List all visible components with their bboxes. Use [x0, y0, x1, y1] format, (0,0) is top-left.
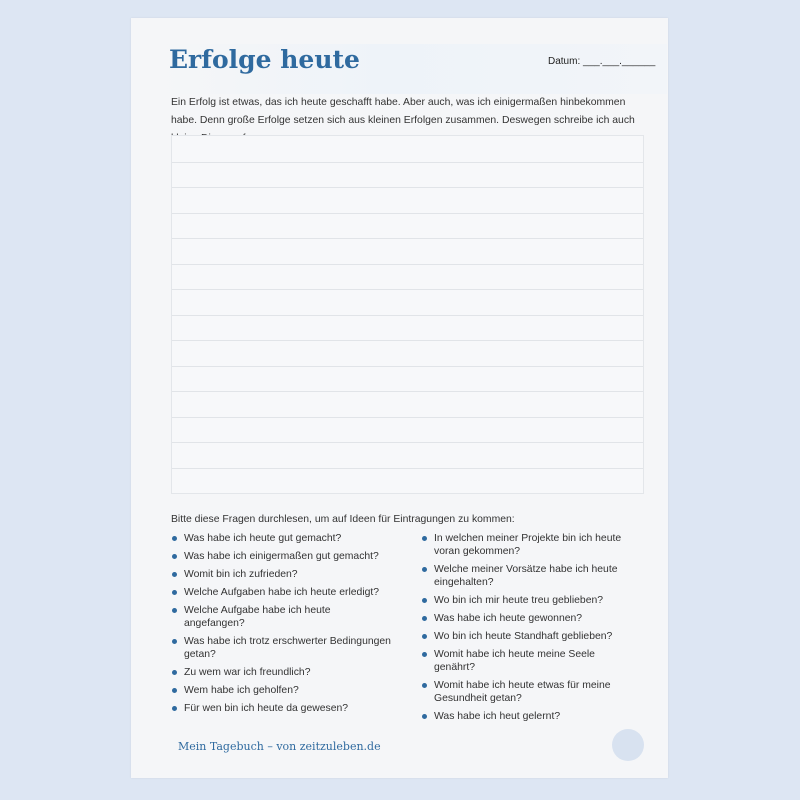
question-text: Wem habe ich geholfen? — [184, 685, 299, 696]
decorative-circle — [612, 729, 644, 761]
writing-line — [172, 442, 643, 443]
writing-line — [172, 162, 643, 163]
question-text: Welche Aufgaben habe ich heute erledigt? — [184, 587, 380, 598]
question-item — [171, 586, 393, 599]
question-item — [421, 563, 636, 589]
question-text: Womit bin ich zufrieden? — [184, 569, 298, 580]
question-item — [421, 612, 636, 625]
bullet-icon — [172, 536, 177, 541]
question-item — [171, 702, 393, 715]
page-title: Erfolge heute — [169, 45, 360, 74]
worksheet-page — [131, 18, 668, 778]
question-item — [421, 710, 636, 723]
question-item — [171, 568, 393, 581]
writing-line — [172, 468, 643, 469]
bullet-icon — [422, 567, 427, 572]
questions-prompt: Bitte diese Fragen durchlesen, um auf Ideen für Eintragungen zu kommen: — [171, 514, 515, 525]
question-item — [171, 666, 393, 679]
question-item — [171, 532, 393, 545]
writing-line — [172, 340, 643, 341]
bullet-icon — [422, 683, 427, 688]
bullet-icon — [422, 652, 427, 657]
bullet-icon — [422, 616, 427, 621]
question-item — [421, 630, 636, 643]
bullet-icon — [172, 572, 177, 577]
writing-line — [172, 187, 643, 188]
bullet-icon — [422, 536, 427, 541]
question-item — [171, 604, 393, 630]
question-item — [421, 594, 636, 607]
writing-line — [172, 366, 643, 367]
bullet-icon — [422, 634, 427, 639]
questions-list-right — [421, 532, 636, 728]
question-text: Was habe ich heute gewonnen? — [434, 613, 583, 624]
question-text: Was habe ich einigermaßen gut gemacht? — [184, 551, 379, 562]
bullet-icon — [172, 670, 177, 675]
writing-line — [172, 417, 643, 418]
question-text: Was habe ich heut gelernt? — [434, 711, 561, 722]
writing-line — [172, 264, 643, 265]
question-text: Wo bin ich heute Standhaft geblieben? — [434, 631, 613, 642]
writing-line — [172, 289, 643, 290]
writing-line — [172, 238, 643, 239]
question-text: Welche meiner Vorsätze habe ich heute eingehalten? — [434, 564, 618, 588]
question-item — [171, 684, 393, 697]
questions-list-left — [171, 532, 393, 720]
bullet-icon — [172, 639, 177, 644]
bullet-icon — [172, 590, 177, 595]
question-text: Zu wem war ich freundlich? — [184, 667, 311, 678]
bullet-icon — [422, 714, 427, 719]
bullet-icon — [422, 598, 427, 603]
question-item — [171, 635, 393, 661]
writing-line — [172, 213, 643, 214]
question-text: Womit habe ich heute meine Seele genährt? — [434, 649, 595, 673]
bullet-icon — [172, 688, 177, 693]
question-text: Wo bin ich mir heute treu geblieben? — [434, 595, 604, 606]
writing-line — [172, 391, 643, 392]
question-text: Was habe ich heute gut gemacht? — [184, 533, 342, 544]
question-text: Was habe ich trotz erschwerter Bedingungen getan? — [184, 636, 391, 660]
question-item — [421, 679, 636, 705]
question-text: In welchen meiner Projekte bin ich heute voran gekommen? — [434, 533, 622, 557]
bullet-icon — [172, 706, 177, 711]
bullet-icon — [172, 608, 177, 613]
date-field-label: Datum: ___.___.______ — [548, 56, 656, 67]
intro-text: Ein Erfolg ist etwas, das ich heute geschafft habe. Aber auch, was ich einigermaßen hinbekommen habe. Denn große Erfolge setzen sich aus kleinen Erfolgen zusammen. Deswegen schreibe ich auch — [171, 97, 635, 126]
question-item — [421, 648, 636, 674]
writing-line — [172, 315, 643, 316]
question-text: Womit habe ich heute etwas für meine Gesundheit getan? — [434, 680, 611, 704]
footer-brand: Mein Tagebuch – von zeitzuleben.de — [178, 740, 381, 753]
bullet-icon — [172, 554, 177, 559]
question-text: Welche Aufgabe habe ich heute angefangen? — [184, 605, 331, 629]
question-item — [171, 550, 393, 563]
writing-lines-area[interactable] — [171, 135, 644, 494]
question-text: Für wen bin ich heute da gewesen? — [184, 703, 349, 714]
question-item — [421, 532, 636, 558]
